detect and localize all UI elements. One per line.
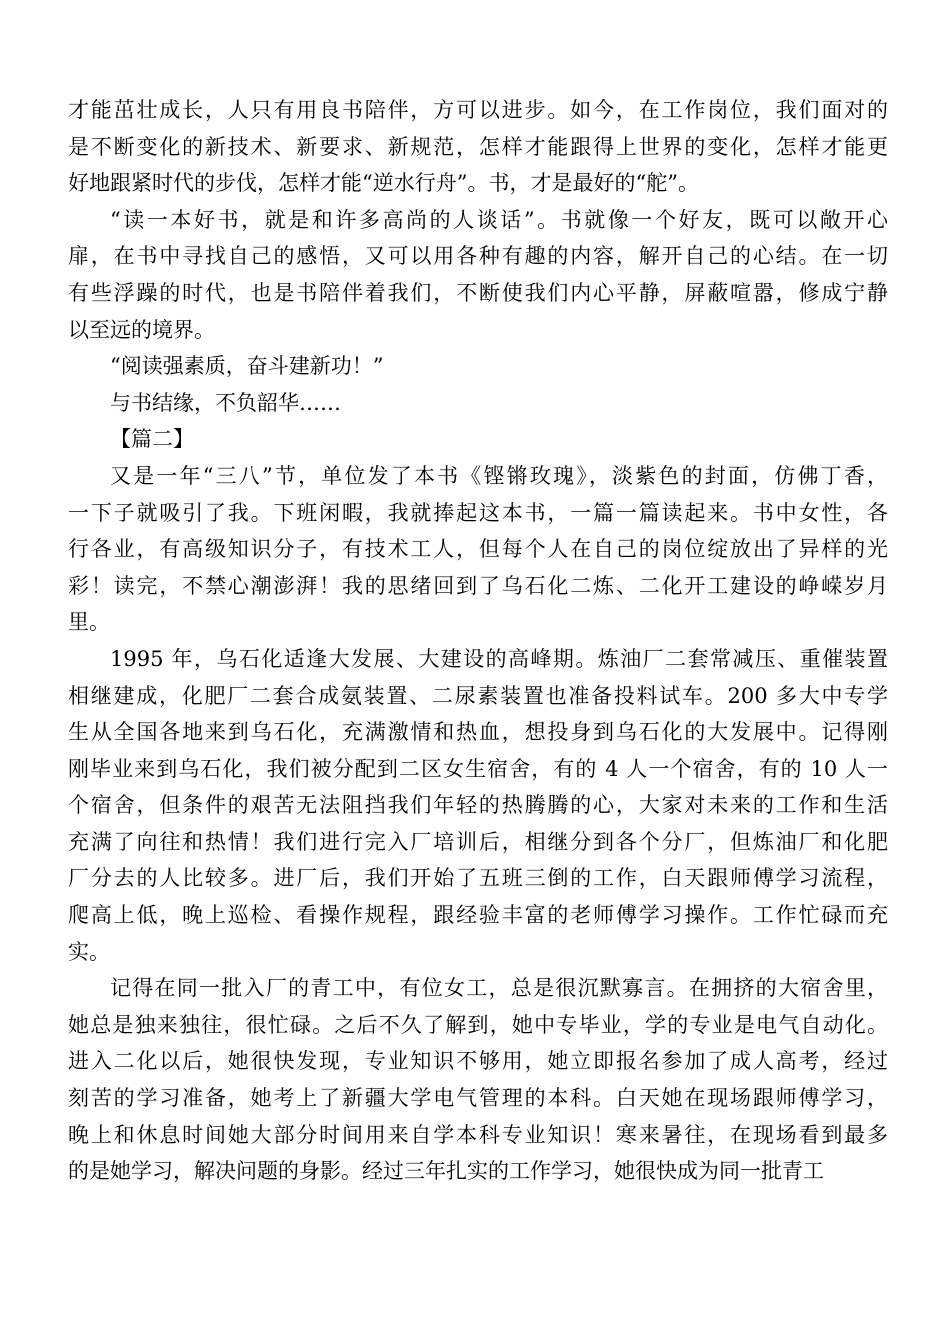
text-line: 【篇二】 — [110, 427, 194, 452]
paragraph — [68, 385, 888, 422]
text-line: 里。 — [68, 610, 110, 635]
text-line: 刻苦的学习准备，她考上了新疆大学电气管理的本科。白天她在现场跟师傅学习， — [68, 1086, 888, 1111]
paragraph — [68, 202, 888, 348]
text-line: 她总是独来独往，很忙碌。之后不久了解到，她中专毕业，学的专业是电气自动化。 — [68, 1012, 888, 1037]
text-line: 爬高上低，晚上巡检、看操作规程，跟经验丰富的老师傅学习操作。工作忙碌而充 — [68, 903, 888, 928]
text-line: 实。 — [68, 939, 110, 964]
text-line: “读一本好书，就是和许多高尚的人谈话”。书就像一个好友，既可以敞开心 — [110, 207, 888, 232]
paragraph — [68, 92, 888, 202]
paragraph — [68, 641, 888, 970]
text-line: 扉，在书中寻找自己的感悟，又可以用各种有趣的内容，解开自己的心结。在一切 — [68, 244, 888, 269]
text-line: 厂分去的人比较多。进厂后，我们开始了五班三倒的工作，白天跟师傅学习流程， — [68, 866, 888, 891]
text-line: 个宿舍，但条件的艰苦无法阻挡我们年轻的热腾腾的心，大家对未来的工作和生活 — [68, 793, 888, 818]
paragraph — [68, 421, 888, 458]
text-line: 行各业，有高级知识分子，有技术工人，但每个人在自己的岗位绽放出了异样的光 — [68, 537, 888, 562]
text-line: 的是她学习，解决问题的身影。经过三年扎实的工作学习，她很快成为同一批青工 — [68, 1159, 824, 1184]
text-line: 充满了向往和热情！我们进行完入厂培训后，相继分到各个分厂，但炼油厂和化肥 — [68, 829, 888, 854]
paragraph — [68, 348, 888, 385]
document-page — [68, 92, 888, 1190]
text-line: “阅读强素质，奋斗建新功！” — [110, 354, 384, 379]
text-line: 好地跟紧时代的步伐，怎样才能“逆水行舟”。书，才是最好的“舵”。 — [68, 171, 699, 196]
text-line: 晚上和休息时间她大部分时间用来自学本科专业知识！寒来暑往，在现场看到最多 — [68, 1122, 888, 1147]
text-line: 有些浮躁的时代，也是书陪伴着我们，不断使我们内心平静，屏蔽喧嚣，修成宁静 — [68, 280, 888, 305]
text-line: 刚毕业来到乌石化，我们被分配到二区女生宿舍，有的 4 人一个宿舍，有的 10 人一 — [68, 756, 888, 781]
text-line: 与书结缘，不负韶华…… — [110, 390, 341, 415]
text-line: 是不断变化的新技术、新要求、新规范，怎样才能跟得上世界的变化，怎样才能更 — [68, 134, 888, 159]
text-line: 进入二化以后，她很快发现，专业知识不够用，她立即报名参加了成人高考，经过 — [68, 1049, 888, 1074]
paragraph — [68, 458, 888, 641]
text-line: 记得在同一批入厂的青工中，有位女工，总是很沉默寡言。在拥挤的大宿舍里， — [110, 976, 888, 1001]
text-line: 以至远的境界。 — [68, 317, 215, 342]
text-line: 生从全国各地来到乌石化，充满激情和热血，想投身到乌石化的大发展中。记得刚 — [68, 720, 888, 745]
paragraph — [68, 970, 888, 1190]
text-line: 1995 年，乌石化适逢大发展、大建设的高峰期。炼油厂二套常减压、重催装置 — [110, 646, 888, 671]
text-line: 才能茁壮成长，人只有用良书陪伴，方可以进步。如今，在工作岗位，我们面对的 — [68, 98, 888, 122]
text-line: 一下子就吸引了我。下班闲暇，我就捧起这本书，一篇一篇读起来。书中女性，各 — [68, 500, 888, 525]
text-line: 彩！读完，不禁心潮澎湃！我的思绪回到了乌石化二炼、二化开工建设的峥嵘岁月 — [68, 573, 888, 598]
text-line: 相继建成，化肥厂二套合成氨装置、二尿素装置也准备投料试车。200 多大中专学 — [68, 683, 888, 708]
text-line: 又是一年“三八”节，单位发了本书《铿锵玫瑰》，淡紫色的封面，仿佛丁香， — [110, 463, 888, 488]
